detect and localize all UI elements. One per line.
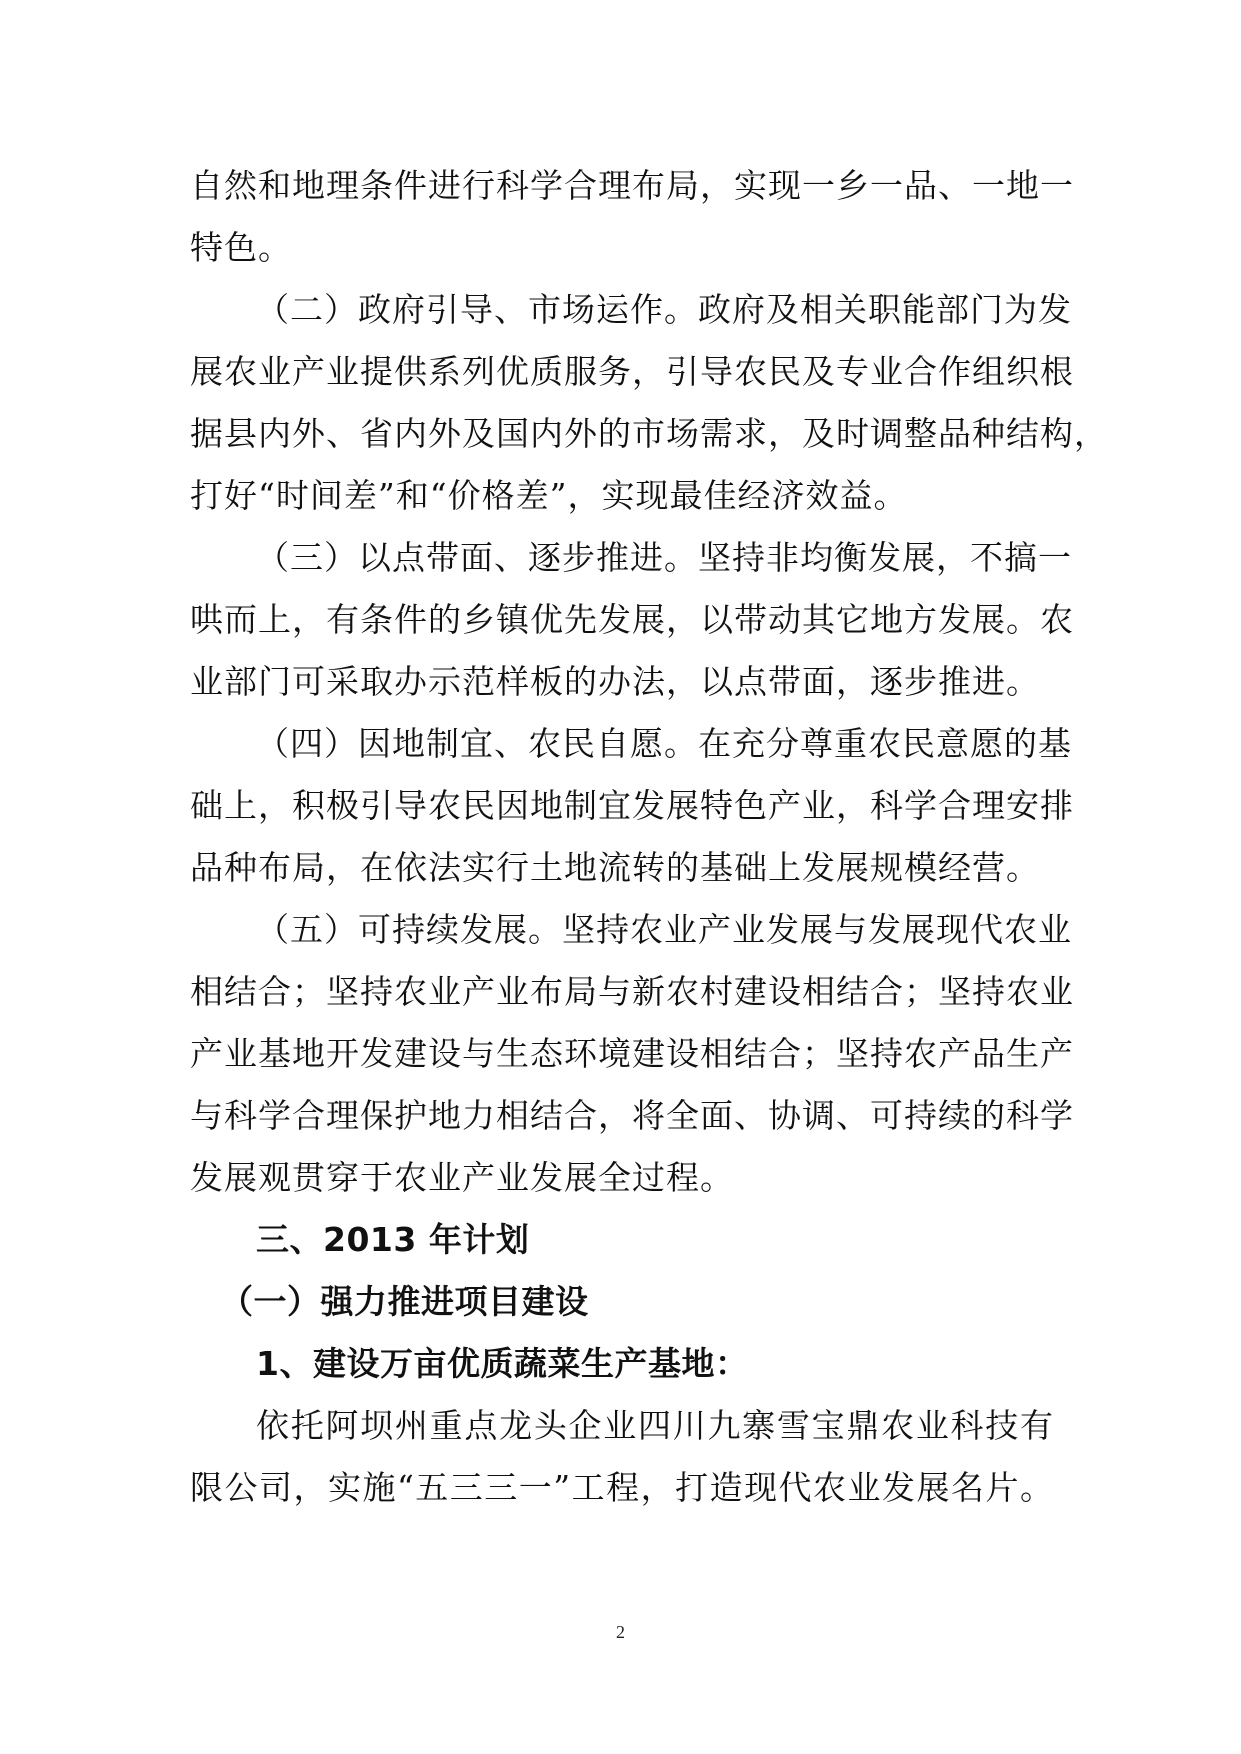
- paragraph-line: 相结合；坚持农业产业布局与新农村建设相结合；坚持农业: [190, 972, 1074, 1011]
- page-number: 2: [616, 1622, 625, 1642]
- paragraph-line: （五）可持续发展。坚持农业产业发展与发展现代农业: [256, 910, 1072, 949]
- paragraph-line: 品种布局，在依法实行土地流转的基础上发展规模经营。: [190, 848, 1040, 887]
- paragraph-line: 依托阿坝州重点龙头企业四川九寨雪宝鼎农业科技有: [256, 1406, 1054, 1445]
- paragraph-line: 据县内外、省内外及国内外的市场需求，及时调整品种结构，: [190, 414, 1108, 453]
- paragraph-line: （二）政府引导、市场运作。政府及相关职能部门为发: [256, 290, 1072, 329]
- paragraph-line: 特色。: [190, 228, 292, 267]
- paragraph-line: 与科学合理保护地力相结合，将全面、协调、可持续的科学: [190, 1096, 1074, 1135]
- item-heading: 1、建设万亩优质蔬菜生产基地：: [256, 1344, 749, 1383]
- paragraph-line: 限公司，实施“五三三一”工程，打造现代农业发展名片。: [190, 1468, 1054, 1507]
- paragraph-line: 础上，积极引导农民因地制宜发展特色产业，科学合理安排: [190, 786, 1074, 825]
- paragraph-line: 产业基地开发建设与生态环境建设相结合；坚持农产品生产: [190, 1034, 1074, 1073]
- paragraph-line: （四）因地制宜、农民自愿。在充分尊重农民意愿的基: [256, 724, 1072, 763]
- paragraph-line: （三）以点带面、逐步推进。坚持非均衡发展，不搞一: [256, 538, 1072, 577]
- paragraph-line: 打好“时间差”和“价格差”，实现最佳经济效益。: [190, 476, 908, 515]
- paragraph-line: 业部门可采取办示范样板的办法，以点带面，逐步推进。: [190, 662, 1040, 701]
- section-heading: 三、2013 年计划: [256, 1220, 530, 1259]
- paragraph-line: 自然和地理条件进行科学合理布局，实现一乡一品、一地一: [190, 166, 1074, 205]
- paragraph-line: 哄而上，有条件的乡镇优先发展，以带动其它地方发展。农: [190, 600, 1074, 639]
- paragraph-line: 发展观贯穿于农业产业发展全过程。: [190, 1158, 734, 1197]
- subsection-heading: （一）强力推进项目建设: [220, 1282, 589, 1321]
- body-text: [190, 155, 1108, 1519]
- paragraph-line: 展农业产业提供系列优质服务，引导农民及专业合作组织根: [190, 352, 1074, 391]
